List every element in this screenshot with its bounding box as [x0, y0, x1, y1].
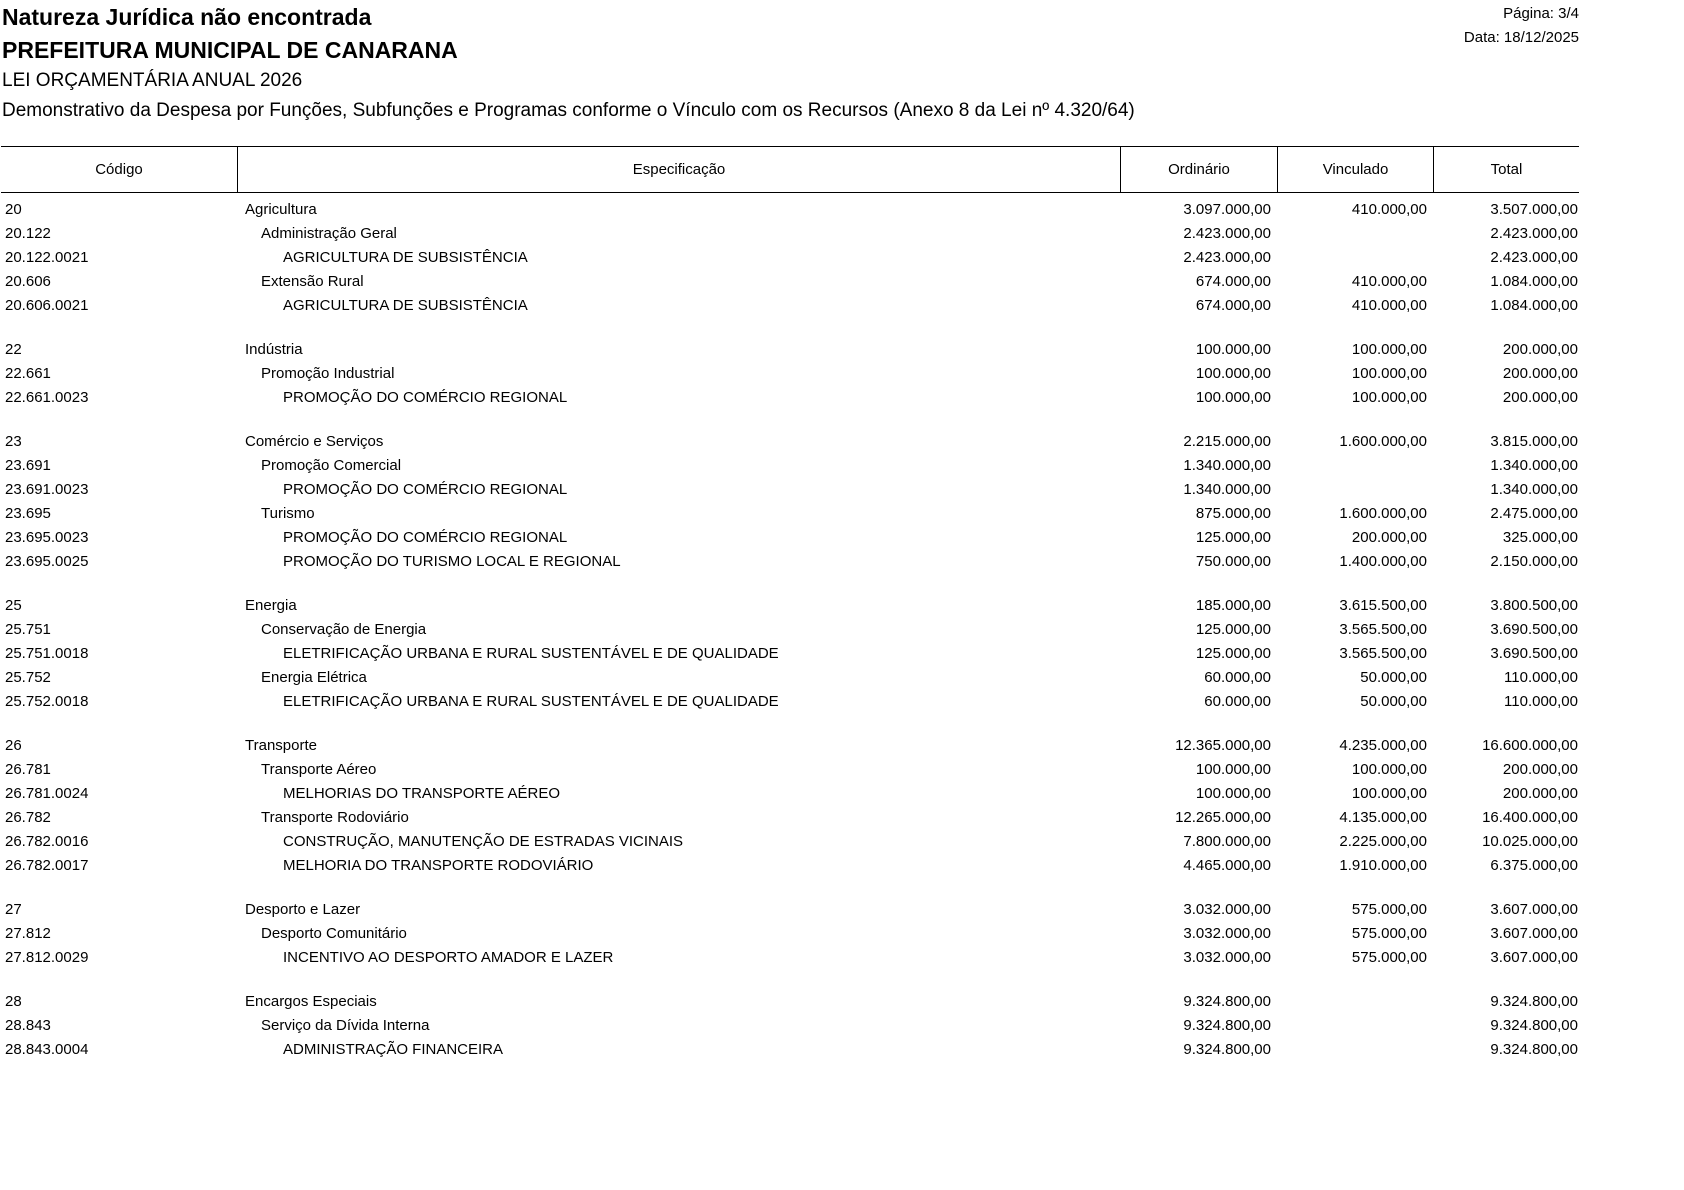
specification-cell: AGRICULTURA DE SUBSISTÊNCIA: [283, 296, 528, 314]
code-cell: 25.751: [5, 620, 51, 638]
total-cell: 325.000,00: [1502, 528, 1578, 546]
total-cell: 3.690.500,00: [1490, 620, 1578, 638]
vinculado-cell: 100.000,00: [1351, 784, 1427, 802]
ordinario-cell: 9.324.800,00: [1183, 1040, 1271, 1058]
ordinario-cell: 3.032.000,00: [1183, 900, 1271, 918]
function-row: [1, 593, 1579, 617]
vinculado-cell: 575.000,00: [1351, 924, 1427, 942]
org-status: Natureza Jurídica não encontrada: [2, 4, 372, 30]
ordinario-cell: 125.000,00: [1195, 620, 1271, 638]
total-cell: 3.607.000,00: [1490, 900, 1578, 918]
table-body: [1, 193, 1579, 1061]
program-row: [1, 549, 1579, 573]
code-cell: 22: [5, 340, 22, 358]
specification-cell: Desporto Comunitário: [261, 924, 407, 942]
function-row: [1, 989, 1579, 1013]
ordinario-cell: 60.000,00: [1204, 668, 1271, 686]
column-header-vinculado: Vinculado: [1278, 147, 1434, 192]
total-cell: 3.800.500,00: [1490, 596, 1578, 614]
ordinario-cell: 875.000,00: [1195, 504, 1271, 522]
total-cell: 1.084.000,00: [1490, 272, 1578, 290]
subfunction-row: [1, 1013, 1579, 1037]
specification-cell: PROMOÇÃO DO COMÉRCIO REGIONAL: [283, 528, 568, 546]
specification-cell: Energia: [245, 596, 297, 614]
code-cell: 25.752: [5, 668, 51, 686]
column-header-total: Total: [1490, 161, 1523, 178]
specification-cell: Transporte Rodoviário: [261, 808, 409, 826]
vinculado-cell: 100.000,00: [1351, 388, 1427, 406]
vinculado-cell: 100.000,00: [1351, 364, 1427, 382]
program-row: [1, 945, 1579, 969]
total-cell: 9.324.800,00: [1490, 1016, 1578, 1034]
total-cell: 3.607.000,00: [1490, 924, 1578, 942]
vinculado-cell: 1.910.000,00: [1339, 856, 1427, 874]
ordinario-cell: 125.000,00: [1195, 528, 1271, 546]
total-cell: 200.000,00: [1502, 364, 1578, 382]
code-cell: 23.691: [5, 456, 51, 474]
total-cell: 200.000,00: [1502, 340, 1578, 358]
code-cell: 25: [5, 596, 22, 614]
vinculado-cell: 100.000,00: [1351, 340, 1427, 358]
function-row: [1, 897, 1579, 921]
total-cell: 16.600.000,00: [1482, 736, 1578, 754]
specification-cell: Extensão Rural: [261, 272, 364, 290]
specification-cell: MELHORIAS DO TRANSPORTE AÉREO: [283, 784, 561, 802]
specification-cell: Serviço da Dívida Interna: [261, 1016, 430, 1034]
vinculado-cell: 1.400.000,00: [1339, 552, 1427, 570]
vinculado-cell: 1.600.000,00: [1339, 504, 1427, 522]
vinculado-cell: 575.000,00: [1351, 948, 1427, 966]
total-cell: 1.340.000,00: [1490, 480, 1578, 498]
code-cell: 23: [5, 432, 22, 450]
vinculado-cell: 4.235.000,00: [1339, 736, 1427, 754]
subfunction-row: [1, 453, 1579, 477]
expense-table: [1, 146, 1579, 1081]
vinculado-cell: 3.615.500,00: [1339, 596, 1427, 614]
specification-cell: Energia Elétrica: [261, 668, 367, 686]
specification-cell: Desporto e Lazer: [245, 900, 361, 918]
code-cell: 23.695.0023: [5, 528, 89, 546]
function-group: [1, 197, 1579, 317]
vinculado-cell: 410.000,00: [1351, 296, 1427, 314]
ordinario-cell: 100.000,00: [1195, 760, 1271, 778]
ordinario-cell: 3.032.000,00: [1183, 948, 1271, 966]
code-cell: 26.782: [5, 808, 51, 826]
vinculado-cell: 200.000,00: [1351, 528, 1427, 546]
specification-cell: INCENTIVO AO DESPORTO AMADOR E LAZER: [283, 948, 614, 966]
code-cell: 26.782.0016: [5, 832, 89, 850]
column-header-ordinario: Ordinário: [1121, 147, 1278, 192]
specification-cell: Conservação de Energia: [261, 620, 427, 638]
ordinario-cell: 100.000,00: [1195, 364, 1271, 382]
specification-cell: Encargos Especiais: [245, 992, 377, 1010]
specification-cell: Transporte Aéreo: [261, 760, 377, 778]
ordinario-cell: 12.365.000,00: [1175, 736, 1271, 754]
total-cell: 9.324.800,00: [1490, 1040, 1578, 1058]
specification-cell: PROMOÇÃO DO COMÉRCIO REGIONAL: [283, 480, 568, 498]
program-row: [1, 641, 1579, 665]
vinculado-cell: 410.000,00: [1351, 272, 1427, 290]
ordinario-cell: 12.265.000,00: [1175, 808, 1271, 826]
total-cell: 1.084.000,00: [1490, 296, 1578, 314]
subfunction-row: [1, 921, 1579, 945]
program-row: [1, 293, 1579, 317]
ordinario-cell: 2.215.000,00: [1183, 432, 1271, 450]
code-cell: 20.606.0021: [5, 296, 89, 314]
total-cell: 3.690.500,00: [1490, 644, 1578, 662]
total-cell: 16.400.000,00: [1482, 808, 1578, 826]
specification-cell: PROMOÇÃO DO TURISMO LOCAL E REGIONAL: [283, 552, 621, 570]
law-title: LEI ORÇAMENTÁRIA ANUAL 2026: [2, 70, 303, 91]
code-cell: 26.781: [5, 760, 51, 778]
code-cell: 26: [5, 736, 22, 754]
ordinario-cell: 674.000,00: [1195, 272, 1271, 290]
specification-cell: PROMOÇÃO DO COMÉRCIO REGIONAL: [283, 388, 568, 406]
function-group: [1, 897, 1579, 969]
specification-cell: Agricultura: [245, 200, 317, 218]
column-header-codigo: Código: [1, 147, 238, 192]
code-cell: 25.752.0018: [5, 692, 89, 710]
program-row: [1, 781, 1579, 805]
total-cell: 2.423.000,00: [1490, 224, 1578, 242]
code-cell: 27.812: [5, 924, 51, 942]
code-cell: 23.695: [5, 504, 51, 522]
code-cell: 22.661.0023: [5, 388, 89, 406]
ordinario-cell: 2.423.000,00: [1183, 248, 1271, 266]
ordinario-cell: 1.340.000,00: [1183, 456, 1271, 474]
code-cell: 20.122: [5, 224, 51, 242]
total-cell: 200.000,00: [1502, 760, 1578, 778]
program-row: [1, 245, 1579, 269]
report-date: Data: 18/12/2025: [1463, 29, 1579, 46]
ordinario-cell: 7.800.000,00: [1183, 832, 1271, 850]
specification-cell: Promoção Comercial: [261, 456, 402, 474]
ordinario-cell: 60.000,00: [1204, 692, 1271, 710]
ordinario-cell: 1.340.000,00: [1183, 480, 1271, 498]
total-cell: 10.025.000,00: [1482, 832, 1578, 850]
specification-cell: Turismo: [261, 504, 315, 522]
code-cell: 27: [5, 900, 22, 918]
ordinario-cell: 674.000,00: [1195, 296, 1271, 314]
program-row: [1, 1037, 1579, 1061]
code-cell: 28: [5, 992, 22, 1010]
total-cell: 2.423.000,00: [1490, 248, 1578, 266]
specification-cell: ELETRIFICAÇÃO URBANA E RURAL SUSTENTÁVEL E DE QUALIDADE: [283, 692, 779, 710]
specification-cell: AGRICULTURA DE SUBSISTÊNCIA: [283, 248, 528, 266]
entity-title: PREFEITURA MUNICIPAL DE CANARANA: [2, 37, 458, 63]
vinculado-cell: 2.225.000,00: [1339, 832, 1427, 850]
report-description: Demonstrativo da Despesa por Funções, Subfunções e Programas conforme o Vínculo com os Recursos (Anexo 8 da Lei nº 4.320/64): [2, 100, 1135, 121]
function-group: [1, 337, 1579, 409]
specification-cell: Transporte: [245, 736, 317, 754]
specification-cell: Indústria: [245, 340, 303, 358]
ordinario-cell: 125.000,00: [1195, 644, 1271, 662]
code-cell: 23.691.0023: [5, 480, 89, 498]
function-group: [1, 733, 1579, 877]
code-cell: 28.843: [5, 1016, 51, 1034]
specification-cell: CONSTRUÇÃO, MANUTENÇÃO DE ESTRADAS VICINAIS: [283, 832, 684, 850]
total-cell: 3.607.000,00: [1490, 948, 1578, 966]
program-row: [1, 829, 1579, 853]
function-row: [1, 429, 1579, 453]
code-cell: 20.122.0021: [5, 248, 89, 266]
total-cell: 3.507.000,00: [1490, 200, 1578, 218]
vinculado-cell: 50.000,00: [1360, 668, 1427, 686]
function-row: [1, 337, 1579, 361]
ordinario-cell: 9.324.800,00: [1183, 992, 1271, 1010]
code-cell: 25.751.0018: [5, 644, 89, 662]
total-cell: 200.000,00: [1502, 784, 1578, 802]
subfunction-row: [1, 221, 1579, 245]
vinculado-cell: 575.000,00: [1351, 900, 1427, 918]
vinculado-cell: 100.000,00: [1351, 760, 1427, 778]
total-cell: 1.340.000,00: [1490, 456, 1578, 474]
vinculado-cell: 3.565.500,00: [1339, 644, 1427, 662]
ordinario-cell: 750.000,00: [1195, 552, 1271, 570]
specification-cell: ELETRIFICAÇÃO URBANA E RURAL SUSTENTÁVEL E DE QUALIDADE: [283, 644, 779, 662]
ordinario-cell: 9.324.800,00: [1183, 1016, 1271, 1034]
ordinario-cell: 3.097.000,00: [1183, 200, 1271, 218]
ordinario-cell: 4.465.000,00: [1183, 856, 1271, 874]
total-cell: 2.475.000,00: [1490, 504, 1578, 522]
ordinario-cell: 100.000,00: [1195, 388, 1271, 406]
code-cell: 26.782.0017: [5, 856, 89, 874]
function-group: [1, 593, 1579, 713]
total-cell: 3.815.000,00: [1490, 432, 1578, 450]
program-row: [1, 853, 1579, 877]
specification-cell: Comércio e Serviços: [245, 432, 384, 450]
code-cell: 26.781.0024: [5, 784, 89, 802]
subfunction-row: [1, 757, 1579, 781]
function-row: [1, 197, 1579, 221]
code-cell: 22.661: [5, 364, 51, 382]
vinculado-cell: 4.135.000,00: [1339, 808, 1427, 826]
total-cell: 110.000,00: [1504, 668, 1578, 686]
total-cell: 200.000,00: [1502, 388, 1578, 406]
ordinario-cell: 3.032.000,00: [1183, 924, 1271, 942]
vinculado-cell: 1.600.000,00: [1339, 432, 1427, 450]
page-number: Página: 3/4: [1503, 5, 1579, 22]
code-cell: 27.812.0029: [5, 948, 89, 966]
total-cell: 9.324.800,00: [1490, 992, 1578, 1010]
subfunction-row: [1, 665, 1579, 689]
table-header: [1, 146, 1579, 193]
ordinario-cell: 185.000,00: [1195, 596, 1271, 614]
specification-cell: Promoção Industrial: [261, 364, 395, 382]
code-cell: 20: [5, 200, 22, 218]
subfunction-row: [1, 501, 1579, 525]
program-row: [1, 689, 1579, 713]
program-row: [1, 477, 1579, 501]
ordinario-cell: 2.423.000,00: [1183, 224, 1271, 242]
program-row: [1, 525, 1579, 549]
total-cell: 110.000,00: [1504, 692, 1578, 710]
specification-cell: MELHORIA DO TRANSPORTE RODOVIÁRIO: [283, 856, 594, 874]
total-cell: 6.375.000,00: [1490, 856, 1578, 874]
function-group: [1, 989, 1579, 1061]
subfunction-row: [1, 617, 1579, 641]
code-cell: 23.695.0025: [5, 552, 89, 570]
code-cell: 28.843.0004: [5, 1040, 89, 1058]
ordinario-cell: 100.000,00: [1195, 784, 1271, 802]
vinculado-cell: 50.000,00: [1360, 692, 1427, 710]
column-header-especificacao: Especificação: [238, 147, 1121, 192]
ordinario-cell: 100.000,00: [1195, 340, 1271, 358]
subfunction-row: [1, 805, 1579, 829]
specification-cell: Administração Geral: [261, 224, 397, 242]
vinculado-cell: 3.565.500,00: [1339, 620, 1427, 638]
subfunction-row: [1, 361, 1579, 385]
subfunction-row: [1, 269, 1579, 293]
program-row: [1, 385, 1579, 409]
vinculado-cell: 410.000,00: [1351, 200, 1427, 218]
code-cell: 20.606: [5, 272, 51, 290]
function-group: [1, 429, 1579, 573]
specification-cell: ADMINISTRAÇÃO FINANCEIRA: [283, 1040, 504, 1058]
total-cell: 2.150.000,00: [1490, 552, 1578, 570]
function-row: [1, 733, 1579, 757]
